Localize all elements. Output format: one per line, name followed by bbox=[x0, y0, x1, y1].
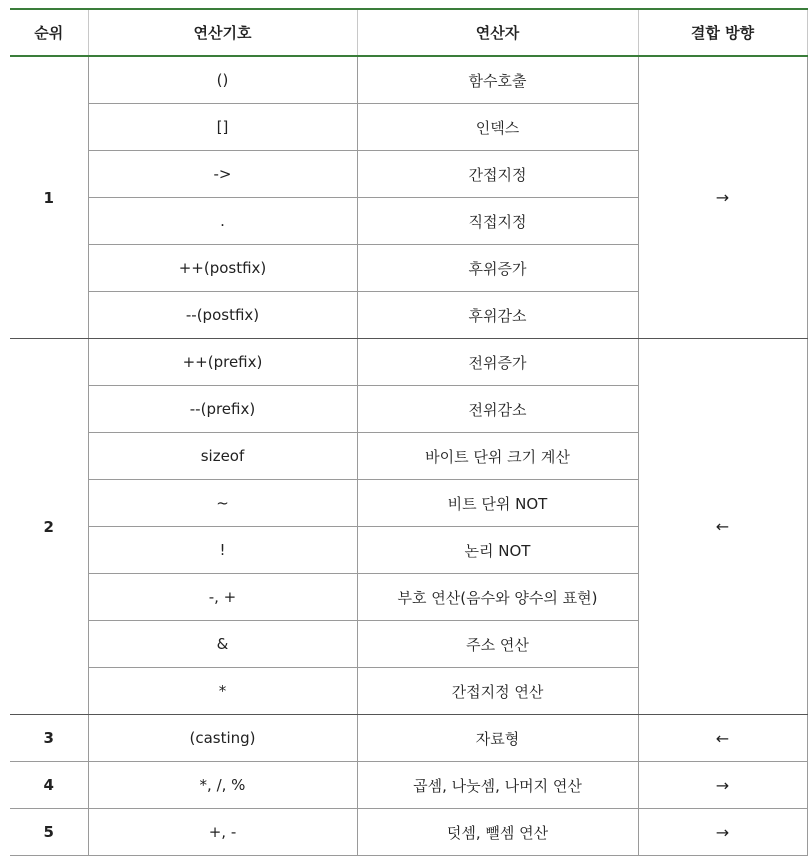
symbol-cell: ++(postfix) bbox=[88, 245, 357, 292]
direction-arrow-icon: ← bbox=[638, 715, 807, 762]
symbol-cell: [] bbox=[88, 104, 357, 151]
operator-cell: 간접지정 bbox=[357, 151, 638, 198]
table-body bbox=[10, 56, 807, 856]
symbol-cell: (casting) bbox=[88, 715, 357, 762]
table-row bbox=[10, 762, 807, 809]
operator-cell: 간접지정 연산 bbox=[357, 668, 638, 715]
direction-arrow-icon: → bbox=[638, 762, 807, 809]
operator-cell: 직접지정 bbox=[357, 198, 638, 245]
symbol-cell: -, + bbox=[88, 574, 357, 621]
symbol-cell: & bbox=[88, 621, 357, 668]
operator-cell: 논리 NOT bbox=[357, 527, 638, 574]
symbol-cell: ! bbox=[88, 527, 357, 574]
operator-cell: 후위증가 bbox=[357, 245, 638, 292]
symbol-cell: ~ bbox=[88, 480, 357, 527]
rank-cell: 5 bbox=[10, 809, 88, 856]
rank-cell: 3 bbox=[10, 715, 88, 762]
table-row bbox=[10, 56, 807, 104]
operator-cell: 곱셈, 나눗셈, 나머지 연산 bbox=[357, 762, 638, 809]
symbol-cell: * bbox=[88, 668, 357, 715]
symbol-cell: --(postfix) bbox=[88, 292, 357, 339]
symbol-cell: -> bbox=[88, 151, 357, 198]
symbol-cell: sizeof bbox=[88, 433, 357, 480]
operator-cell: 후위감소 bbox=[357, 292, 638, 339]
operator-cell: 함수호출 bbox=[357, 56, 638, 104]
symbol-cell: ++(prefix) bbox=[88, 339, 357, 386]
operator-cell: 비트 단위 NOT bbox=[357, 480, 638, 527]
operator-precedence-table bbox=[10, 8, 808, 856]
table-row bbox=[10, 715, 807, 762]
operator-cell: 주소 연산 bbox=[357, 621, 638, 668]
table-header bbox=[10, 9, 807, 56]
symbol-cell: () bbox=[88, 56, 357, 104]
symbol-cell: --(prefix) bbox=[88, 386, 357, 433]
header-direction: 결합 방향 bbox=[638, 9, 807, 56]
symbol-cell: *, /, % bbox=[88, 762, 357, 809]
operator-cell: 전위증가 bbox=[357, 339, 638, 386]
operator-cell: 덧셈, 뺄셈 연산 bbox=[357, 809, 638, 856]
symbol-cell: . bbox=[88, 198, 357, 245]
operator-cell: 인덱스 bbox=[357, 104, 638, 151]
header-symbol: 연산기호 bbox=[88, 9, 357, 56]
rank-cell: 4 bbox=[10, 762, 88, 809]
operator-cell: 부호 연산(음수와 양수의 표현) bbox=[357, 574, 638, 621]
table-row bbox=[10, 339, 807, 386]
operator-cell: 전위감소 bbox=[357, 386, 638, 433]
rank-cell: 2 bbox=[10, 339, 88, 715]
operator-cell: 자료형 bbox=[357, 715, 638, 762]
header-rank: 순위 bbox=[10, 9, 88, 56]
header-operator: 연산자 bbox=[357, 9, 638, 56]
direction-arrow-icon: ← bbox=[638, 339, 807, 715]
direction-arrow-icon: → bbox=[638, 56, 807, 339]
table-row bbox=[10, 809, 807, 856]
header-row bbox=[10, 9, 807, 56]
rank-cell: 1 bbox=[10, 56, 88, 339]
symbol-cell: +, - bbox=[88, 809, 357, 856]
direction-arrow-icon: → bbox=[638, 809, 807, 856]
operator-cell: 바이트 단위 크기 계산 bbox=[357, 433, 638, 480]
